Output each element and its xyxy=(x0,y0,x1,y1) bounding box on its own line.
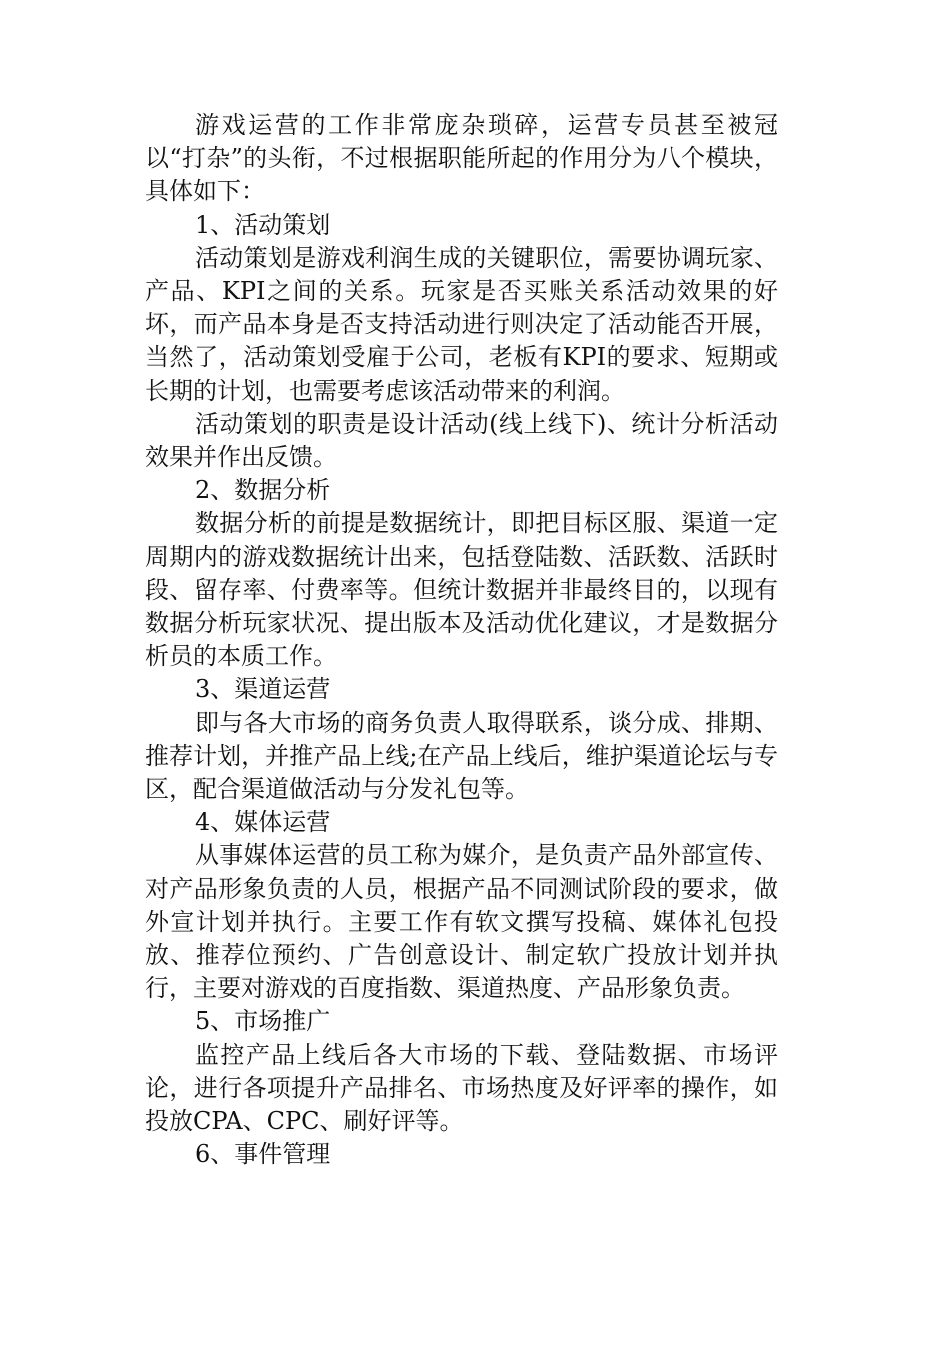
market-promotion-paragraph: 监控产品上线后各大市场的下载、登陆数据、市场评论，进行各项提升产品排名、市场热度及好评率的操作，如投放CPA、CPC、刷好评等。 xyxy=(145,1040,778,1136)
section-heading-event-management: 6、事件管理 xyxy=(195,1140,331,1169)
document-body xyxy=(145,109,778,1172)
section-heading-activity-planning: 1、活动策划 xyxy=(195,210,331,239)
media-operations-paragraph: 从事媒体运营的员工称为媒介，是负责产品外部宣传、对产品形象负责的人员，根据产品不同测试阶段的要求，做外宣计划并执行。主要工作有软文撰写投稿、媒体礼包投放、推荐位预约、广告创意设计、制定软广投放计划并执行，主要对游戏的百度指数、渠道热度、产品形象负责。 xyxy=(145,841,778,1003)
data-analysis-paragraph: 数据分析的前提是数据统计，即把目标区服、渠道一定周期内的游戏数据统计出来，包括登陆数、活跃数、活跃时段、留存率、付费率等。但统计数据并非最终目的，以现有数据分析玩家状况、提出版本及活动优化建议，才是数据分析员的本质工作。 xyxy=(145,509,778,671)
section-heading-channel-operations: 3、渠道运营 xyxy=(195,675,331,704)
section-heading-data-analysis: 2、数据分析 xyxy=(195,476,331,505)
activity-planning-paragraph-1: 活动策划是游戏利润生成的关键职位，需要协调玩家、产品、KPI之间的关系。玩家是否买账关系活动效果的好坏，而产品本身是否支持活动进行则决定了活动能否开展，当然了，活动策划受雇于公司，老板有KPI的要求、短期或长期的计划，也需要考虑该活动带来的利润。 xyxy=(145,243,778,405)
activity-planning-paragraph-2: 活动策划的职责是设计活动(线上线下)、统计分析活动效果并作出反馈。 xyxy=(145,409,778,472)
section-heading-market-promotion: 5、市场推广 xyxy=(195,1007,331,1036)
intro-paragraph: 游戏运营的工作非常庞杂琐碎，运营专员甚至被冠以“打杂”的头衔，不过根据职能所起的作用分为八个模块，具体如下： xyxy=(145,111,778,206)
section-heading-media-operations: 4、媒体运营 xyxy=(195,808,331,837)
channel-operations-paragraph: 即与各大市场的商务负责人取得联系，谈分成、排期、推荐计划，并推产品上线;在产品上线后，维护渠道论坛与专区，配合渠道做活动与分发礼包等。 xyxy=(145,708,778,804)
